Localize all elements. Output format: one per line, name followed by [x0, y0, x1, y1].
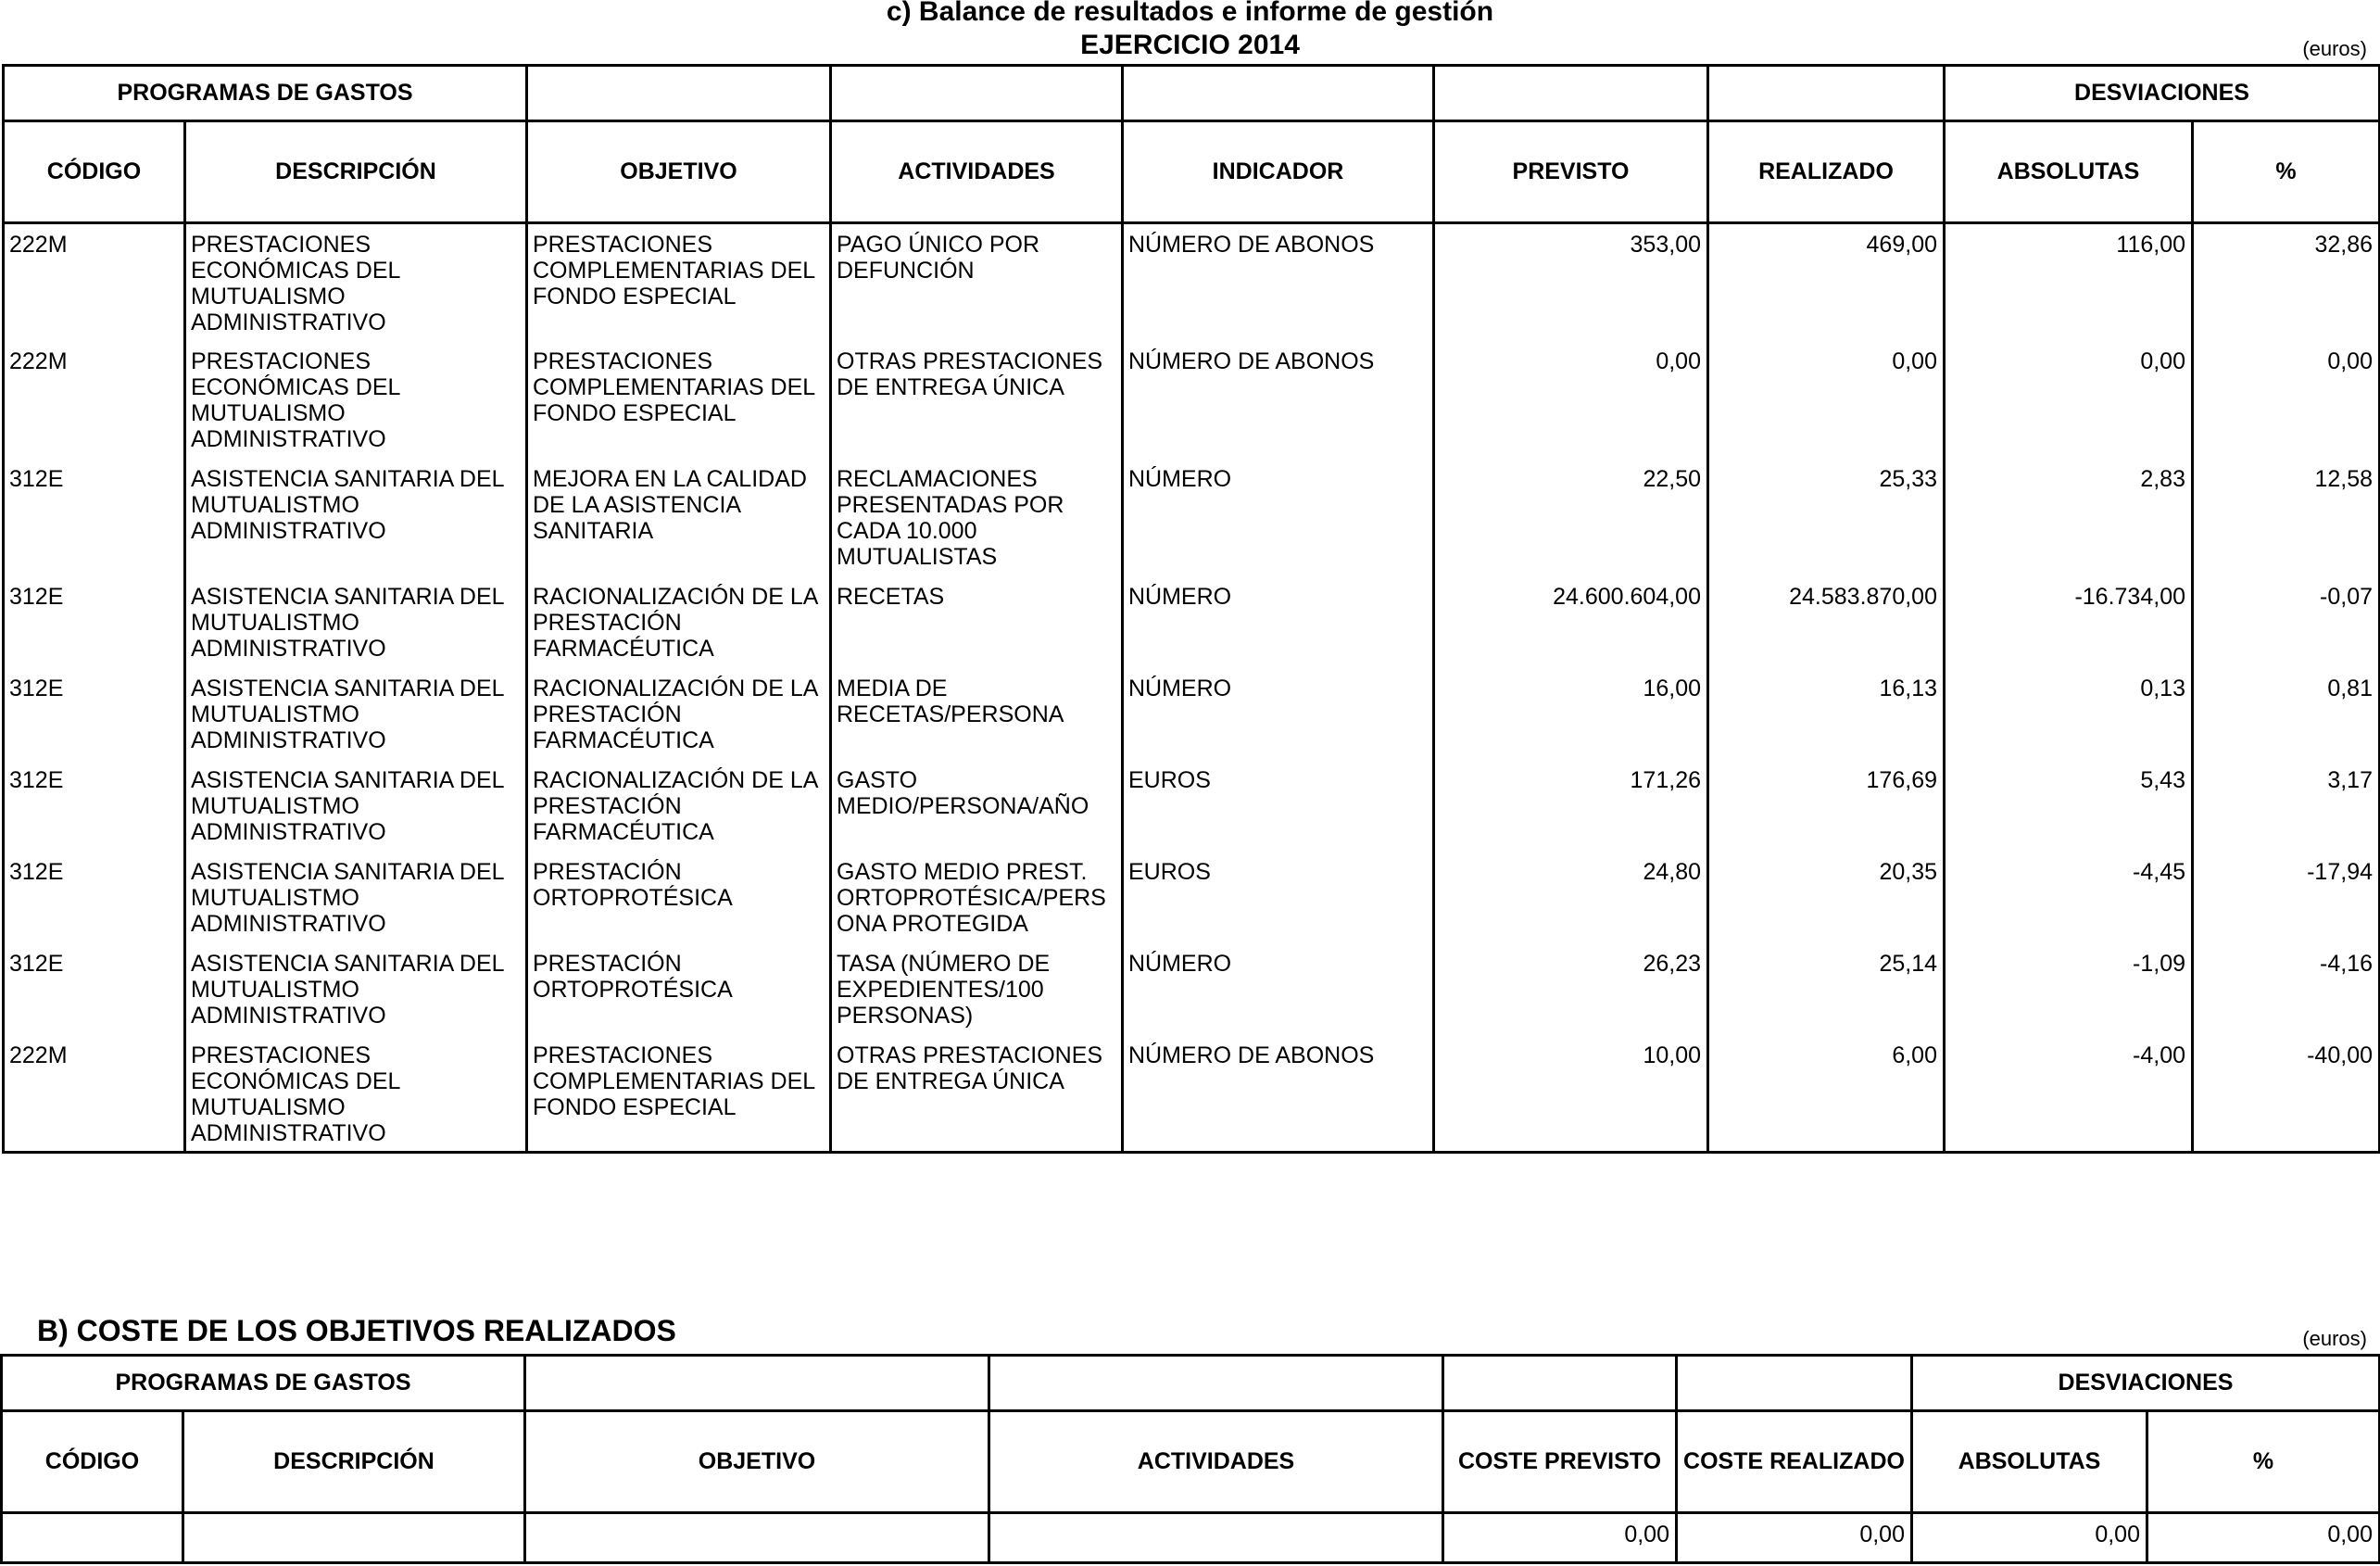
cell-objetivo: PRESTACIÓN ORTOPROTÉSICA: [527, 943, 831, 1035]
cell-realizado: 16,13: [1708, 668, 1945, 760]
cell-actividades: OTRAS PRESTACIONES DE ENTREGA ÚNICA: [831, 1035, 1123, 1153]
table-row: [4, 576, 2380, 668]
cell-codigo: 312E: [4, 943, 185, 1035]
report-subtitle: EJERCICIO 2014: [1080, 30, 1300, 60]
col-header-absolutas: ABSOLUTAS: [1912, 1411, 2147, 1513]
costs-table: [0, 1354, 2380, 1564]
col-header-previsto: PREVISTO: [1434, 121, 1708, 223]
cell-actividades: GASTO MEDIO PREST. ORTOPROTÉSICA/PERS ONA PROTEGIDA: [831, 852, 1123, 943]
table-row: [4, 760, 2380, 852]
cell-realizado: 24.583.870,00: [1708, 576, 1945, 668]
cell-previsto: 22,50: [1434, 459, 1708, 576]
cell-absolutas: -4,45: [1945, 852, 2193, 943]
cell-actividades: RECETAS: [831, 576, 1123, 668]
cell-indicador: EUROS: [1123, 852, 1434, 943]
cell-previsto: 16,00: [1434, 668, 1708, 760]
cell-objetivo: MEJORA EN LA CALIDAD DE LA ASISTENCIA SANITARIA: [527, 459, 831, 576]
col-header-objetivo: OBJETIVO: [525, 1411, 989, 1513]
col-header-actividades: ACTIVIDADES: [831, 121, 1123, 223]
cell-objetivo: [525, 1513, 989, 1563]
group-header-blank: [1443, 1356, 1677, 1411]
cell-codigo: 312E: [4, 459, 185, 576]
cell-indicador: NÚMERO DE ABONOS: [1123, 1035, 1434, 1153]
cell-actividades: PAGO ÚNICO POR DEFUNCIÓN: [831, 223, 1123, 341]
cell-previsto: 26,23: [1434, 943, 1708, 1035]
cell-objetivo: PRESTACIÓN ORTOPROTÉSICA: [527, 852, 831, 943]
cell-descripcion: ASISTENCIA SANITARIA DEL MUTUALISTMO ADMINISTRATIVO: [185, 459, 527, 576]
col-header-porcentaje: %: [2193, 121, 2380, 223]
cell-absolutas: -4,00: [1945, 1035, 2193, 1153]
cell-objetivo: PRESTACIONES COMPLEMENTARIAS DEL FONDO ESPECIAL: [527, 341, 831, 459]
cell-codigo: 222M: [4, 1035, 185, 1153]
group-header-blank: [1434, 66, 1708, 121]
cell-previsto: 24,80: [1434, 852, 1708, 943]
cell-porcentaje: -0,07: [2193, 576, 2380, 668]
cell-codigo: 312E: [4, 760, 185, 852]
cell-porcentaje: -17,94: [2193, 852, 2380, 943]
cell-porcentaje: 0,00: [2193, 341, 2380, 459]
cell-descripcion: PRESTACIONES ECONÓMICAS DEL MUTUALISMO ADMINISTRATIVO: [185, 341, 527, 459]
cell-objetivo: PRESTACIONES COMPLEMENTARIAS DEL FONDO ESPECIAL: [527, 1035, 831, 1153]
group-header-programas: PROGRAMAS DE GASTOS: [4, 66, 527, 121]
cell-absolutas: -16.734,00: [1945, 576, 2193, 668]
group-header-programas: PROGRAMAS DE GASTOS: [2, 1356, 525, 1411]
cell-absolutas: 0,00: [1912, 1513, 2147, 1563]
cell-porcentaje: 3,17: [2193, 760, 2380, 852]
cell-previsto: 10,00: [1434, 1035, 1708, 1153]
section-b-unit-label: (euros): [2302, 1327, 2367, 1350]
cell-actividades: OTRAS PRESTACIONES DE ENTREGA ÚNICA: [831, 341, 1123, 459]
table-row: [4, 852, 2380, 943]
table-row: [2, 1513, 2380, 1563]
group-header-blank: [1123, 66, 1434, 121]
col-header-objetivo: OBJETIVO: [527, 121, 831, 223]
cell-porcentaje: 32,86: [2193, 223, 2380, 341]
cell-realizado: 20,35: [1708, 852, 1945, 943]
cell-previsto: 24.600.604,00: [1434, 576, 1708, 668]
cell-absolutas: 0,13: [1945, 668, 2193, 760]
cell-objetivo: RACIONALIZACIÓN DE LA PRESTACIÓN FARMACÉUTICA: [527, 668, 831, 760]
table-row: [4, 1035, 2380, 1153]
cell-codigo: [2, 1513, 183, 1563]
col-header-actividades: ACTIVIDADES: [989, 1411, 1443, 1513]
cell-indicador: NÚMERO: [1123, 668, 1434, 760]
cell-realizado: 469,00: [1708, 223, 1945, 341]
cell-porcentaje: -4,16: [2193, 943, 2380, 1035]
cell-indicador: EUROS: [1123, 760, 1434, 852]
cell-indicador: NÚMERO: [1123, 459, 1434, 576]
group-header-blank: [1677, 1356, 1912, 1411]
cell-porcentaje: 0,00: [2147, 1513, 2380, 1563]
cell-actividades: [989, 1513, 1443, 1563]
col-header-porcentaje: %: [2147, 1411, 2380, 1513]
cell-indicador: NÚMERO DE ABONOS: [1123, 223, 1434, 341]
group-header-blank: [525, 1356, 989, 1411]
group-header-blank: [527, 66, 831, 121]
cell-realizado: 25,33: [1708, 459, 1945, 576]
cell-actividades: TASA (NÚMERO DE EXPEDIENTES/100 PERSONAS): [831, 943, 1123, 1035]
cell-porcentaje: 0,81: [2193, 668, 2380, 760]
cell-objetivo: RACIONALIZACIÓN DE LA PRESTACIÓN FARMACÉUTICA: [527, 760, 831, 852]
table-row: [4, 459, 2380, 576]
col-header-indicador: INDICADOR: [1123, 121, 1434, 223]
cell-previsto: 171,26: [1434, 760, 1708, 852]
cell-actividades: RECLAMACIONES PRESENTADAS POR CADA 10.000 MUTUALISTAS: [831, 459, 1123, 576]
group-header-blank: [1708, 66, 1945, 121]
group-header-desviaciones: DESVIACIONES: [1945, 66, 2380, 121]
cell-codigo: 312E: [4, 852, 185, 943]
col-header-codigo: CÓDIGO: [4, 121, 185, 223]
col-header-descripcion: DESCRIPCIÓN: [183, 1411, 525, 1513]
col-header-realizado: REALIZADO: [1708, 121, 1945, 223]
cell-realizado: 25,14: [1708, 943, 1945, 1035]
col-header-absolutas: ABSOLUTAS: [1945, 121, 2193, 223]
cell-absolutas: -1,09: [1945, 943, 2193, 1035]
cell-porcentaje: -40,00: [2193, 1035, 2380, 1153]
cell-absolutas: 2,83: [1945, 459, 2193, 576]
cell-indicador: NÚMERO: [1123, 943, 1434, 1035]
cell-realizado: 6,00: [1708, 1035, 1945, 1153]
cell-realizado: 176,69: [1708, 760, 1945, 852]
table-row: [4, 223, 2380, 341]
cell-descripcion: PRESTACIONES ECONÓMICAS DEL MUTUALISMO ADMINISTRATIVO: [185, 1035, 527, 1153]
cell-absolutas: 5,43: [1945, 760, 2193, 852]
results-table: [2, 64, 2380, 1154]
cell-absolutas: 116,00: [1945, 223, 2193, 341]
cell-previsto: 0,00: [1434, 341, 1708, 459]
cell-codigo: 312E: [4, 668, 185, 760]
cell-absolutas: 0,00: [1945, 341, 2193, 459]
cell-realizado: 0,00: [1708, 341, 1945, 459]
cell-descripcion: ASISTENCIA SANITARIA DEL MUTUALISTMO ADMINISTRATIVO: [185, 760, 527, 852]
cell-descripcion: ASISTENCIA SANITARIA DEL MUTUALISTMO ADMINISTRATIVO: [185, 852, 527, 943]
col-header-coste-realizado: COSTE REALIZADO: [1677, 1411, 1912, 1513]
cell-indicador: NÚMERO: [1123, 576, 1434, 668]
cell-codigo: 222M: [4, 341, 185, 459]
cell-actividades: GASTO MEDIO/PERSONA/AÑO: [831, 760, 1123, 852]
cell-objetivo: PRESTACIONES COMPLEMENTARIAS DEL FONDO ESPECIAL: [527, 223, 831, 341]
table-row: [4, 943, 2380, 1035]
cell-descripcion: PRESTACIONES ECONÓMICAS DEL MUTUALISMO ADMINISTRATIVO: [185, 223, 527, 341]
cell-actividades: MEDIA DE RECETAS/PERSONA: [831, 668, 1123, 760]
cell-codigo: 312E: [4, 576, 185, 668]
group-header-desviaciones: DESVIACIONES: [1912, 1356, 2380, 1411]
col-header-codigo: CÓDIGO: [2, 1411, 183, 1513]
cell-indicador: NÚMERO DE ABONOS: [1123, 341, 1434, 459]
table-row: [4, 668, 2380, 760]
unit-label: (euros): [2302, 37, 2367, 60]
col-header-descripcion: DESCRIPCIÓN: [185, 121, 527, 223]
cell-porcentaje: 12,58: [2193, 459, 2380, 576]
report-title: c) Balance de resultados e informe de gestión: [886, 0, 1494, 27]
cell-descripcion: ASISTENCIA SANITARIA DEL MUTUALISTMO ADMINISTRATIVO: [185, 668, 527, 760]
cell-descripcion: ASISTENCIA SANITARIA DEL MUTUALISTMO ADMINISTRATIVO: [185, 576, 527, 668]
cell-descripcion: ASISTENCIA SANITARIA DEL MUTUALISTMO ADMINISTRATIVO: [185, 943, 527, 1035]
group-header-blank: [989, 1356, 1443, 1411]
section-b-title: B) COSTE DE LOS OBJETIVOS REALIZADOS: [37, 1314, 676, 1347]
cell-objetivo: RACIONALIZACIÓN DE LA PRESTACIÓN FARMACÉUTICA: [527, 576, 831, 668]
cell-previsto: 353,00: [1434, 223, 1708, 341]
cell-coste-previsto: 0,00: [1443, 1513, 1677, 1563]
col-header-coste-previsto: COSTE PREVISTO: [1443, 1411, 1677, 1513]
cell-codigo: 222M: [4, 223, 185, 341]
cell-coste-realizado: 0,00: [1677, 1513, 1912, 1563]
table-row: [4, 341, 2380, 459]
group-header-blank: [831, 66, 1123, 121]
cell-descripcion: [183, 1513, 525, 1563]
